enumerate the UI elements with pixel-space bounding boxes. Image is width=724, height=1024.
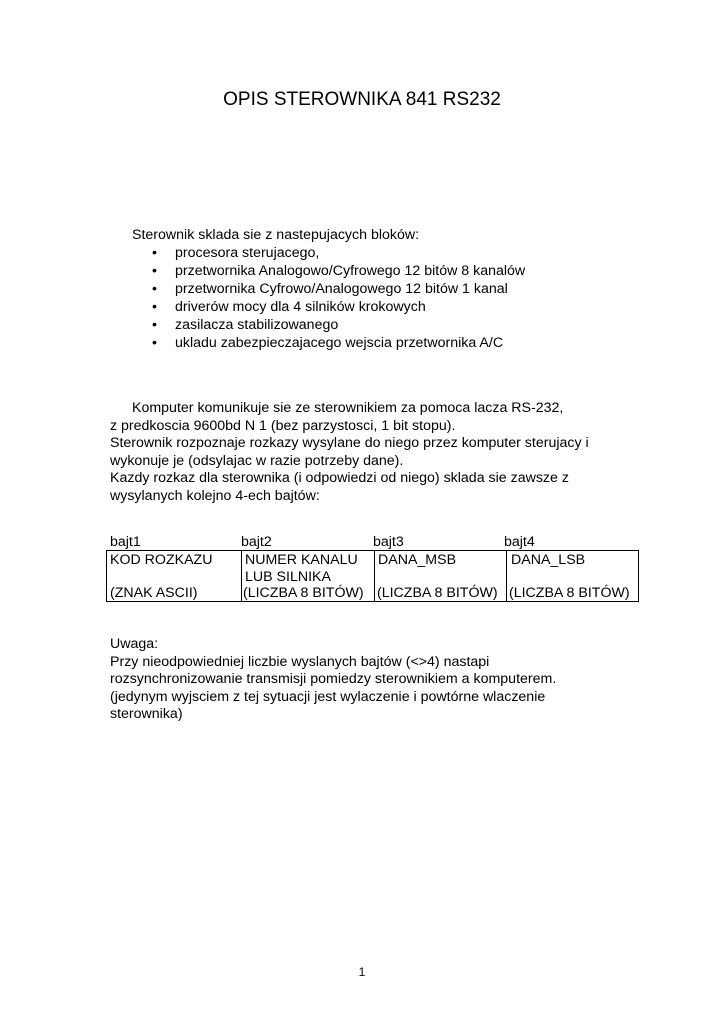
table-cell — [241, 551, 374, 601]
byte-header: bajt2 — [241, 534, 272, 550]
list-item-text: przetwornika Cyfrowo/Analogowego 12 bitów 1 kanal — [175, 281, 508, 297]
list-item-text: procesora sterujacego, — [175, 245, 320, 261]
byte-header: bajt3 — [373, 534, 404, 550]
byte-header: bajt4 — [504, 534, 535, 550]
byte-format-table — [106, 550, 639, 602]
cell-line: KOD ROZKAZU — [110, 552, 213, 568]
note-section — [110, 636, 556, 724]
document-title: OPIS STEROWNIKA 841 RS232 — [223, 89, 501, 110]
bullet-icon: • — [152, 335, 157, 351]
list-item-text: driverów mocy dla 4 silników krokowych — [175, 299, 426, 315]
cell-line: (LICZBA 8 BITÓW) — [377, 585, 498, 601]
note-heading: Uwaga: — [110, 636, 159, 652]
paragraph-line: z predkoscia 9600bd N 1 (bez parzystosci, 1 bit stopu). — [110, 417, 456, 434]
paragraph-line: wysylanych kolejno 4-ech bajtów: — [110, 487, 320, 504]
paragraph-line: wykonuje je (odsylajac w razie potrzeby dane). — [110, 452, 404, 469]
list-item — [152, 280, 525, 298]
note-line: Przy nieodpowiedniej liczbie wyslanych bajtów (<>4) nastapi — [110, 653, 490, 670]
list-item — [152, 298, 525, 316]
cell-line: DANA_LSB — [511, 552, 586, 568]
bullet-icon: • — [152, 299, 157, 315]
table-cell — [374, 551, 506, 601]
cell-line: (LICZBA 8 BITÓW) — [243, 585, 364, 601]
list-item-text: ukladu zabezpieczajacego wejscia przetwornika A/C — [175, 335, 504, 351]
page-number: 1 — [358, 965, 366, 979]
byte-header: bajt1 — [110, 534, 141, 550]
list-item — [152, 244, 525, 262]
intro-text: Sterownik sklada sie z nastepujacych bloków: — [132, 227, 420, 243]
cell-line: (ZNAK ASCII) — [110, 585, 198, 601]
block-list — [152, 244, 525, 352]
list-item — [152, 334, 525, 352]
cell-line: NUMER KANALU — [245, 552, 358, 568]
bullet-icon: • — [152, 317, 157, 333]
list-item-text: zasilacza stabilizowanego — [175, 317, 339, 333]
note-line: sterownika) — [110, 706, 183, 722]
communication-paragraph — [110, 400, 589, 505]
list-item-text: przetwornika Analogowo/Cyfrowego 12 bitów 8 kanalów — [175, 263, 526, 279]
table-cell — [107, 551, 241, 601]
paragraph-line: Sterownik rozpoznaje rozkazy wysylane do niego przez komputer sterujacy i — [110, 435, 589, 451]
note-line: (jedynym wyjsciem z tej sytuacji jest wylaczenie i powtórne wlaczenie — [110, 688, 546, 705]
cell-line: DANA_MSB — [378, 552, 457, 568]
list-item — [152, 316, 525, 334]
list-item — [152, 262, 525, 280]
bullet-icon: • — [152, 245, 157, 261]
bullet-icon: • — [152, 263, 157, 279]
cell-line: (LICZBA 8 BITÓW) — [509, 585, 630, 601]
table-cell — [506, 551, 638, 601]
paragraph-line: Komputer komunikuje sie ze sterownikiem za pomoca lacza RS-232, — [132, 400, 564, 416]
note-line: rozsynchronizowanie transmisji pomiedzy sterownikiem a komputerem. — [110, 671, 557, 687]
paragraph-line: Kazdy rozkaz dla sterownika (i odpowiedzi od niego) sklada sie zawsze z — [110, 470, 569, 486]
cell-line: LUB SILNIKA — [245, 569, 331, 585]
bullet-icon: • — [152, 281, 157, 297]
